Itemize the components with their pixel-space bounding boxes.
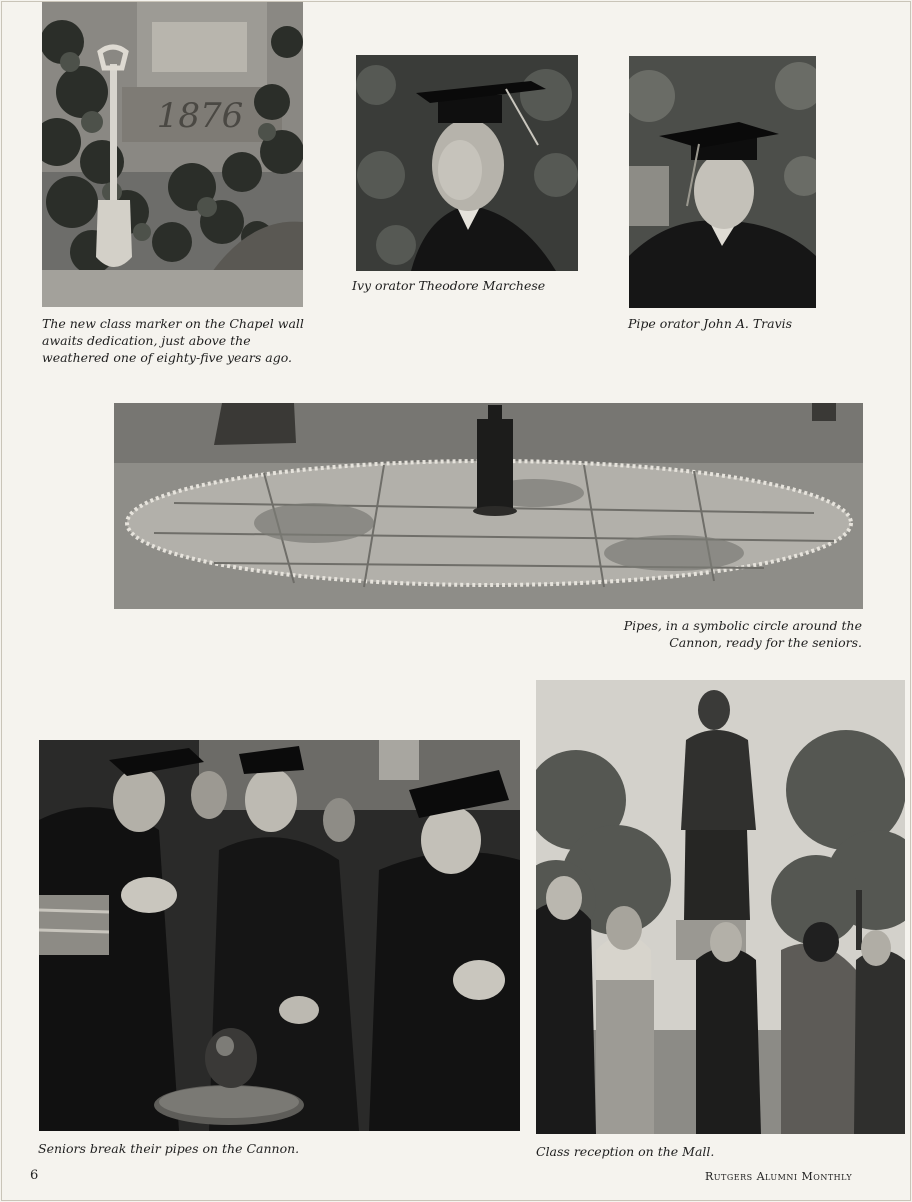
class-reception-photo (536, 680, 905, 1134)
ivy-orator-photo (356, 55, 578, 271)
pipe-circle-caption: Pipes, in a symbolic circle around the Cannon, ready for the seniors. (623, 618, 862, 650)
class-marker-photo (42, 2, 303, 307)
pipe-circle-photo (114, 403, 863, 609)
class-marker-caption: The new class marker on the Chapel wall awaits dedication, just above the weathered one of eighty-five years ago. (42, 316, 304, 365)
running-head: Rutgers Alumni Monthly (705, 1170, 853, 1183)
pipe-orator-caption: Pipe orator John A. Travis (628, 316, 793, 331)
class-reception-caption: Class reception on the Mall. (536, 1144, 715, 1159)
carved-date: 1876 (156, 96, 244, 136)
seniors-break-pipes-photo (39, 740, 520, 1131)
page-number: 6 (30, 1168, 39, 1183)
ivy-orator-caption: Ivy orator Theodore Marchese (352, 278, 546, 293)
seniors-break-pipes-caption: Seniors break their pipes on the Cannon. (38, 1141, 300, 1156)
pipe-orator-photo (629, 56, 816, 308)
